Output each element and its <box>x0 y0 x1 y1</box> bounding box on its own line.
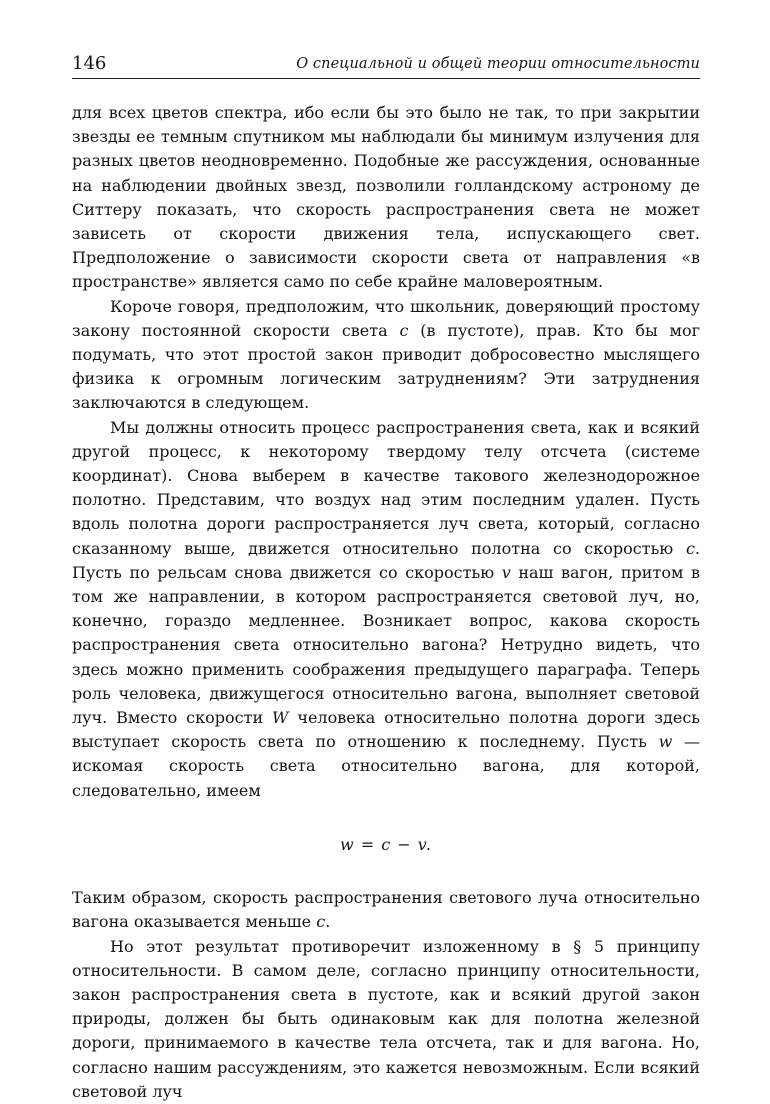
paragraph-1: для всех цветов спектра, ибо если бы это было не так, то при закрытии звезды ее темным спутником мы наблюдали бы минимум излучения для разных цветов неодновременно. Подобные же рассуждения, основанные на наблюдении двойных звезд, позволили голландскому астроному де Ситтеру показать, что скорость распространения света не может зависеть от скорости движения тела, испускающего свет. Предположение о зависимости скорости света от направления «в пространстве» является само по себе крайне маловероятным. <box>72 103 700 292</box>
page-number: 146 <box>72 53 107 74</box>
paragraph-4-text-a: Таким образом, скорость распространения светового луча относительно вагона оказывается меньше <box>72 888 700 932</box>
paragraph-3 <box>72 416 700 803</box>
page-body <box>72 101 700 1104</box>
paragraph-4 <box>72 886 700 934</box>
paragraph-5: Но этот результат противоречит изложенному в § 5 принципу относительности. В самом деле, согласно принципу относительности, закон распространения света в пустоте, как и всякий другой закон природы, должен бы быть одинаковым как для полотна железной дороги, принимаемого в качестве тела отсчета, так и для вагона. Но, согласно нашим рассуждениям, это кажется невозможным. Если всякий световой луч <box>72 936 700 1101</box>
paragraph-2-text-a: Короче говоря, предположим, что школьник, доверяющий простому закону постоянной скорости света <box>72 296 700 340</box>
variable-c: c <box>316 912 326 932</box>
equation: w = c − v. <box>339 834 433 854</box>
variable-c: c <box>399 320 409 340</box>
paragraph-3-text-d: человека относительно полотна дороги здесь выступает скорость света по отношению к последнему. Пусть <box>72 708 701 752</box>
paragraph-2-text-b: (в пустоте), прав. Кто бы мог подумать, что этот простой закон приводит добросовестно мыслящего физика к огромным логическим затруднениям? Эти затруднения заключаются в следующем. <box>72 320 701 413</box>
variable-W: W <box>272 708 289 728</box>
paragraph-2 <box>72 295 700 416</box>
paragraph-3-text-e: — искомая скорость света относительно вагона, для которой, следовательно, имеем <box>72 732 700 800</box>
paragraph-3-text-a: Мы должны относить процесс распространения света, как и всякий другой процесс, к некоторому твердому телу отсчета (системе координат). Снова выберем в качестве такового железнодорожное полотно. Представим, что воздух над этим последним удален. Пусть вдоль полотна дороги распространяется луч света, который, согласно сказанному выше, движется относительно полотна со скоростью <box>72 417 700 558</box>
running-header <box>72 54 700 79</box>
variable-w: w <box>658 732 673 752</box>
variable-v: v <box>501 562 511 582</box>
paragraph-3-text-c: наш вагон, притом в том же направлении, в котором распространяется световой луч, но, конечно, гораздо медленнее. Возникает вопрос, какова скорость распространения света относительно вагона? Нетрудно видеть, что здесь можно применить соображения предыдущего параграфа. Теперь роль человека, движущегося относительно вагона, выполняет световой луч. Вместо скорости <box>72 562 700 728</box>
paragraph-3-text-b: . Пусть по рельсам снова движется со скоростью <box>72 538 700 582</box>
running-title: О специальной и общей теории относительности <box>296 56 700 72</box>
paragraph-4-text-b: . <box>325 912 331 932</box>
variable-c: c <box>685 538 695 558</box>
